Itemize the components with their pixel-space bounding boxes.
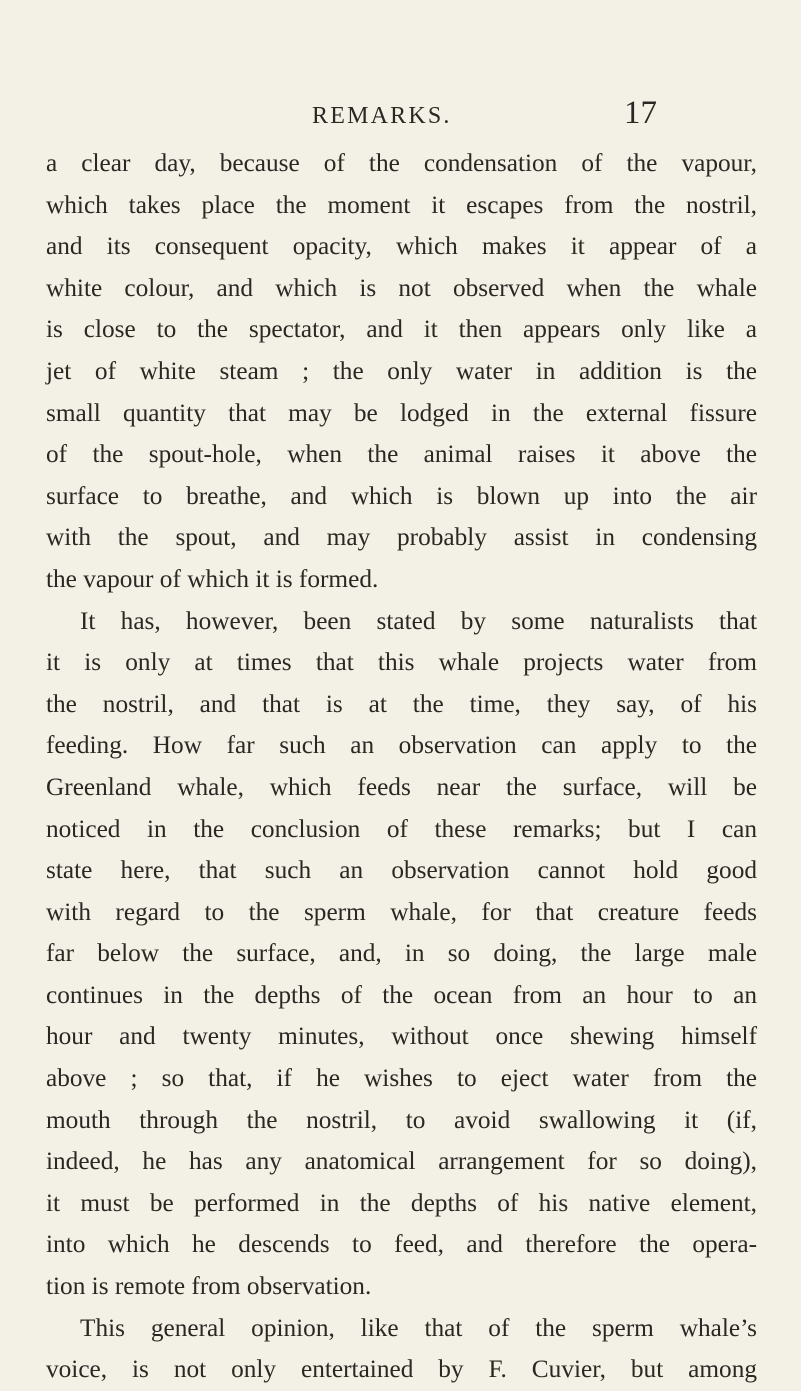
text-line: surface to breathe, and which is blown up into the air xyxy=(46,481,757,510)
text-line: which takes place the moment it escapes from the nostril, xyxy=(46,190,757,219)
text-line: and its consequent opacity, which makes it appear of a xyxy=(46,232,757,261)
running-head xyxy=(0,92,801,132)
text-line: a clear day, because of the condensation of the vapour, xyxy=(46,149,757,177)
text-line: feeding. How far such an observation can apply to the xyxy=(46,731,757,760)
running-head-title: REMARKS. xyxy=(312,103,452,129)
text-line: with the spout, and may probably assist in condensing xyxy=(46,523,757,552)
text-line: state here, that such an observation cannot hold good xyxy=(46,856,757,885)
text-line-paragraph-end: the vapour of which it is formed. xyxy=(46,564,379,593)
text-line: it is only at times that this whale projects water from xyxy=(46,648,757,677)
text-line: of the spout-hole, when the animal raises it above the xyxy=(46,440,757,469)
text-line: is close to the spectator, and it then appears only like a xyxy=(46,315,757,344)
text-line: mouth through the nostril, to avoid swallowing it (if, xyxy=(46,1105,757,1134)
text-line: indeed, he has any anatomical arrangement for so doing), xyxy=(46,1147,757,1176)
text-line: small quantity that may be lodged in the external fissure xyxy=(46,398,757,427)
text-line: Greenland whale, which feeds near the surface, will be xyxy=(46,772,757,801)
text-line: with regard to the sperm whale, for that creature feeds xyxy=(46,897,757,926)
text-line: into which he descends to feed, and therefore the opera- xyxy=(46,1230,757,1259)
text-line-paragraph-start: It has, however, been stated by some naturalists that xyxy=(80,606,757,635)
text-line: it must be performed in the depths of his native element, xyxy=(46,1188,757,1217)
page-number: 17 xyxy=(624,95,657,131)
text-line-paragraph-start: This general opinion, like that of the sperm whale’s xyxy=(80,1313,757,1342)
body-text xyxy=(46,143,757,1391)
text-line: above ; so that, if he wishes to eject water from the xyxy=(46,1064,757,1093)
text-line: jet of white steam ; the only water in addition is the xyxy=(46,356,757,385)
text-line-paragraph-end: tion is remote from observation. xyxy=(46,1272,372,1301)
text-line: the nostril, and that is at the time, they say, of his xyxy=(46,689,757,718)
text-line: noticed in the conclusion of these remarks; but I can xyxy=(46,814,757,843)
text-line: far below the surface, and, in so doing, the large male xyxy=(46,939,757,968)
text-line: continues in the depths of the ocean from an hour to an xyxy=(46,980,757,1009)
text-line: voice, is not only entertained by F. Cuvier, but among xyxy=(46,1355,757,1384)
text-line: white colour, and which is not observed when the whale xyxy=(46,273,757,302)
text-line: hour and twenty minutes, without once shewing himself xyxy=(46,1022,757,1051)
